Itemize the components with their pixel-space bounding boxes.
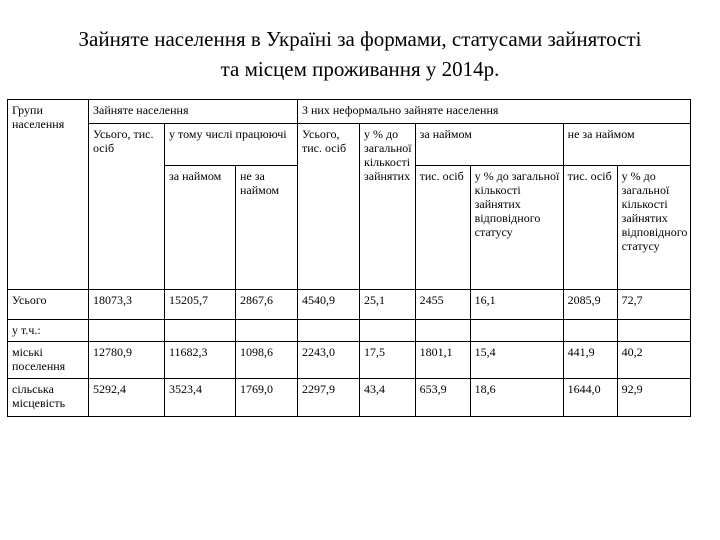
cell: 12780,9 (89, 342, 165, 379)
cell: 2297,9 (298, 379, 360, 417)
header-th-people: тис. осіб (415, 166, 470, 290)
cell: 2243,0 (298, 342, 360, 379)
cell: 441,9 (563, 342, 617, 379)
table-row (8, 379, 691, 417)
cell: 16,1 (470, 290, 563, 320)
row-label: у т.ч.: (8, 320, 89, 342)
cell: 15,4 (470, 342, 563, 379)
cell: 1644,0 (563, 379, 617, 417)
cell: 18073,3 (89, 290, 165, 320)
cell: 72,7 (617, 290, 691, 320)
employment-table (7, 99, 691, 417)
cell: 5292,4 (89, 379, 165, 417)
table-row (8, 342, 691, 379)
header-pct-status: у % до загальної кількості зайнятих відповідного статусу (470, 166, 563, 290)
cell: 1801,1 (415, 342, 470, 379)
header-informal-hired: за наймом (415, 124, 563, 166)
table-row (8, 320, 691, 342)
row-label: міські поселення (8, 342, 89, 379)
header-th-people-2: тис. осіб (563, 166, 617, 290)
cell: 2085,9 (563, 290, 617, 320)
header-informal: З них неформально зайняте населення (298, 100, 691, 124)
table-row (8, 290, 691, 320)
header-row-2 (8, 124, 691, 166)
header-row-1 (8, 100, 691, 124)
cell: 40,2 (617, 342, 691, 379)
cell: 4540,9 (298, 290, 360, 320)
cell: 1769,0 (236, 379, 298, 417)
cell: 2455 (415, 290, 470, 320)
cell: 653,9 (415, 379, 470, 417)
header-employed: Зайняте населення (89, 100, 298, 124)
cell: 43,4 (360, 379, 416, 417)
cell: 1098,6 (236, 342, 298, 379)
header-informal-not-hired: не за наймом (563, 124, 691, 166)
header-hired: за наймом (165, 166, 236, 290)
row-label: Усього (8, 290, 89, 320)
cell: 15205,7 (165, 290, 236, 320)
page-title (0, 24, 720, 84)
header-total: Усього, тис. осіб (89, 124, 165, 290)
header-groups: Групи населення (8, 100, 89, 290)
cell: 17,5 (360, 342, 416, 379)
cell: 18,6 (470, 379, 563, 417)
cell: 3523,4 (165, 379, 236, 417)
cell: 11682,3 (165, 342, 236, 379)
header-including-working: у тому числі працюючі (165, 124, 298, 166)
header-informal-pct: у % до загальної кількості зайнятих (360, 124, 416, 290)
cell: 92,9 (617, 379, 691, 417)
cell: 2867,6 (236, 290, 298, 320)
header-informal-total: Усього, тис. осіб (298, 124, 360, 290)
title-line-2: та місцем проживання у 2014р. (220, 57, 500, 81)
cell: 25,1 (360, 290, 416, 320)
header-pct-status-2: у % до загальної кількості зайнятих відповідного статусу (617, 166, 691, 290)
title-line-1: Зайняте населення в Україні за формами, статусами зайнятості (78, 27, 642, 51)
row-label: сільська місцевість (8, 379, 89, 417)
header-not-hired: не за наймом (236, 166, 298, 290)
